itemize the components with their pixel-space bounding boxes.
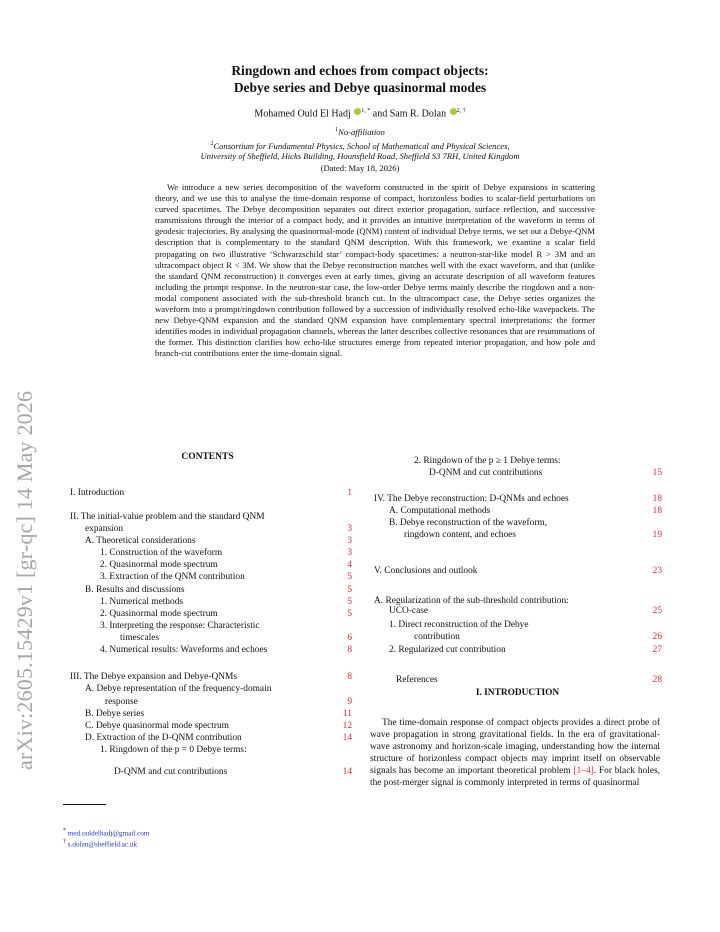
author-1-affil: 1, * <box>361 108 371 114</box>
toc-entry-label: II. The initial-value problem and the standard QNM <box>70 512 265 522</box>
toc-entry-label: A. Debye representation of the frequency-domain <box>85 684 272 694</box>
email-link[interactable]: med.ouldelhadj@gmail.com <box>67 829 150 838</box>
toc-entry-label: 1. Numerical methods <box>100 597 184 607</box>
toc-entry-label: B. Debye reconstruction of the waveform, <box>389 518 548 528</box>
author-conjunction: and <box>372 108 388 120</box>
toc-entry-label: response <box>105 697 138 707</box>
toc-entry[interactable] <box>374 632 662 644</box>
toc-entry-label: 2. Quasinormal mode spectrum <box>100 609 218 619</box>
toc-entry[interactable] <box>374 645 662 657</box>
introduction-paragraph: The time-domain response of compact objects provides a direct probe of wave propagation in strong gravitational fields. In the era of gravitational-wave astronomy and horizon-scale imaging, understanding how the internal structure of horizonless compact objects may imprint itself on observable signals has become an important theoretical problem [1–4]. For black holes, the post-merger signal is commonly interpreted in terms of quasinormal <box>370 718 660 789</box>
toc-entry-page[interactable]: 14 <box>342 733 352 743</box>
toc-entry-label: 1. Construction of the waveform <box>100 548 223 558</box>
author-list <box>0 108 720 119</box>
toc-entry-label: expansion <box>85 524 124 534</box>
toc-entry-page[interactable]: 9 <box>347 697 352 707</box>
toc-entry[interactable] <box>70 672 352 684</box>
toc-entry-page[interactable]: 26 <box>652 632 662 642</box>
toc-entry-page[interactable]: 5 <box>347 585 352 595</box>
toc-entry-label: 2. Quasinormal mode spectrum <box>100 560 218 570</box>
toc-entry-label: I. Introduction <box>70 488 125 498</box>
date-line: (Dated: May 18, 2026) <box>320 163 400 173</box>
toc-entry[interactable] <box>374 494 662 506</box>
toc-entry-label: timescales <box>120 633 160 643</box>
toc-entry-label: A. Theoretical considerations <box>85 536 196 546</box>
toc-entry[interactable] <box>374 606 662 618</box>
section-heading-introduction: I. INTRODUCTION <box>475 688 560 698</box>
toc-entry-label: A. Regularization of the sub-threshold contribution: <box>374 596 569 606</box>
toc-entry[interactable] <box>70 560 352 572</box>
toc-entry[interactable] <box>70 548 352 560</box>
toc-entry-label: D-QNM and cut contributions <box>114 767 228 777</box>
toc-entry-page[interactable]: 15 <box>652 468 662 478</box>
toc-entry-label: B. Debye series <box>85 709 145 719</box>
toc-entry-label: UCO-case <box>389 606 429 616</box>
toc-entry[interactable] <box>374 566 662 578</box>
footnote-email-2: † s.dolan@sheffield.ac.uk <box>63 839 138 849</box>
toc-entry-page[interactable]: 18 <box>652 494 662 504</box>
toc-entry-page[interactable]: 4 <box>347 560 352 570</box>
toc-entry-label: D-QNM and cut contributions <box>429 468 543 478</box>
toc-entry-label: A. Computational methods <box>389 506 491 516</box>
toc-entry-page[interactable]: 18 <box>652 506 662 516</box>
toc-entry[interactable] <box>70 709 352 721</box>
author-1-name: Mohamed Ould El Hadj <box>254 108 351 120</box>
toc-entry-label: 4. Numerical results: Waveforms and echoes <box>100 645 268 655</box>
toc-entry[interactable] <box>70 597 352 609</box>
affiliation-2-line-2: University of Sheffield, Hicks Building, Hounsfield Road, Sheffield S3 7RH, United Kingdom <box>200 151 520 161</box>
toc-entry[interactable] <box>374 456 662 468</box>
toc-entry[interactable] <box>374 530 662 542</box>
toc-entry-page[interactable]: 28 <box>652 675 662 685</box>
toc-entry-page[interactable]: 25 <box>652 606 662 616</box>
toc-entry[interactable] <box>70 609 352 621</box>
toc-entry-page[interactable]: 3 <box>347 536 352 546</box>
toc-entry-page[interactable]: 5 <box>347 572 352 582</box>
toc-entry-label: 1. Direct reconstruction of the Debye <box>389 620 529 630</box>
paper-title <box>0 62 720 96</box>
arxiv-identifier: arXiv:2605.15429v1 [gr-qc] 14 May 2026 <box>12 390 37 770</box>
toc-entry[interactable] <box>70 745 352 757</box>
affiliation-1: $^1$No-affiliation <box>335 126 385 137</box>
toc-entry[interactable] <box>374 675 662 687</box>
toc-entry[interactable] <box>70 633 352 645</box>
toc-entry-page[interactable]: 23 <box>652 566 662 576</box>
title-line-1: Ringdown and echoes from compact objects: <box>231 63 489 78</box>
footnote-email-1: * med.ouldelhadj@gmail.com <box>63 828 150 838</box>
toc-entry[interactable] <box>374 468 662 480</box>
toc-entry[interactable] <box>374 620 662 632</box>
abstract: We introduce a new series decomposition of the waveform constructed in the spirit of Debye expansions in scattering theory, and we use this to analyse the time-domain response of compact, horizonless bodies to scalar-field perturbations on curved spacetimes. The Debye decomposition separates out direct exterior propagation, surface reflection, and successive transmissions through the interior of a compact body, and it provides an intuitive interpretation of the waveform in terms of geodesic trajectories. By analysing the quasinormal-mode (QNM) content of individual Debye terms, we set out a Debye-QNM description that is complementary to the standard QNM description. With this framework, we examine a scalar field propagating on two illustrative ‘Schwarzschild star’ compact-body spacetimes: a neutron-star-like model R > 3M and an ultracompact object R < 3M. We show that the Debye reconstruction matches well with the exact waveform, and that (unlike the standard QNM reconstruction) it converges even at early times, giving an accurate description of all waveform features including the prompt response. In the neutron-star case, the low-order Debye terms mainly describe the ringdown and a non-modal component associated with the sub-threshold branch cut. In the ultracompact case, the Debye series organizes the waveform into a prompt/ringdown contribution followed by a succession of individually resolved echo-like wavepackets. The new Debye-QNM expansion and the standard QNM expansion have complementary spectral interpretations: the former identifies modes in individual propagation channels, whereas the latter describes collective resonances that are resummations of the former. This distinction clarifies how echo-like structures emerge from repeated interior propagation, and how pole and branch-cut contributions enter the time-domain signal. <box>155 182 595 359</box>
toc-entry-page[interactable]: 14 <box>342 767 352 777</box>
toc-entry-label: 3. Interpreting the response: Characteristic <box>100 621 260 631</box>
affiliation-2: $^2$Consortium for Fundamental Physics, School of Mathematical and Physical Sciences, <box>210 140 510 151</box>
toc-entry[interactable] <box>70 585 352 597</box>
contents-heading: CONTENTS <box>181 452 234 462</box>
orcid-icon[interactable] <box>450 108 457 115</box>
toc-entry[interactable] <box>70 697 352 709</box>
toc-entry[interactable] <box>70 733 352 745</box>
toc-entry[interactable] <box>70 645 352 657</box>
toc-entry-page[interactable]: 5 <box>347 597 352 607</box>
title-line-2: Debye series and Debye quasinormal modes <box>233 80 487 95</box>
toc-entry[interactable] <box>70 721 352 733</box>
toc-entry-label: III. The Debye expansion and Debye-QNMs <box>70 672 237 682</box>
toc-entry-label: References <box>396 675 438 685</box>
toc-entry-page[interactable]: 19 <box>652 530 662 540</box>
toc-entry-page[interactable]: 11 <box>342 709 352 719</box>
toc-entry-label: 2. Regularized cut contribution <box>389 645 506 655</box>
toc-entry-label: B. Results and discussions <box>85 585 185 595</box>
author-2-name: Sam R. Dolan <box>389 108 447 120</box>
toc-entry[interactable] <box>70 524 352 536</box>
toc-entry[interactable] <box>70 684 352 696</box>
toc-entry[interactable] <box>70 512 352 524</box>
email-link[interactable]: s.dolan@sheffield.ac.uk <box>67 840 138 849</box>
toc-entry-page[interactable]: 5 <box>347 609 352 619</box>
toc-entry[interactable] <box>70 767 352 779</box>
toc-entry[interactable] <box>374 518 662 530</box>
citation-link[interactable]: [1–4] <box>573 766 594 777</box>
toc-entry[interactable] <box>70 536 352 548</box>
toc-entry[interactable] <box>70 572 352 584</box>
toc-entry-label: C. Debye quasinormal mode spectrum <box>85 721 229 731</box>
toc-entry-label: V. Conclusions and outlook <box>374 566 478 576</box>
toc-entry-page[interactable]: 3 <box>347 524 352 534</box>
toc-entry-label: 3. Extraction of the QNM contribution <box>100 572 245 582</box>
toc-entry-label: D. Extraction of the D-QNM contribution <box>85 733 242 743</box>
toc-entry-label: IV. The Debye reconstruction: D-QNMs and echoes <box>374 494 569 504</box>
toc-entry-page[interactable]: 6 <box>347 633 352 643</box>
toc-entry-page[interactable]: 8 <box>347 645 352 655</box>
author-2-affil: 2, † <box>456 108 466 114</box>
toc-entry[interactable] <box>70 488 352 500</box>
toc-entry-label: ringdown content, and echoes <box>404 530 516 540</box>
footnote-rule <box>63 804 106 805</box>
toc-entry-page[interactable]: 27 <box>652 645 662 655</box>
toc-entry-label: 2. Ringdown of the p ≥ 1 Debye terms: <box>414 456 561 466</box>
toc-entry-page[interactable]: 3 <box>347 548 352 558</box>
toc-entry[interactable] <box>70 621 352 633</box>
toc-entry-label: contribution <box>414 632 460 642</box>
toc-entry-page[interactable]: 1 <box>347 488 352 498</box>
toc-entry[interactable] <box>374 506 662 518</box>
toc-entry-page[interactable]: 12 <box>342 721 352 731</box>
toc-entry-page[interactable]: 8 <box>347 672 352 682</box>
toc-entry-label: 1. Ringdown of the p = 0 Debye terms: <box>100 745 247 755</box>
